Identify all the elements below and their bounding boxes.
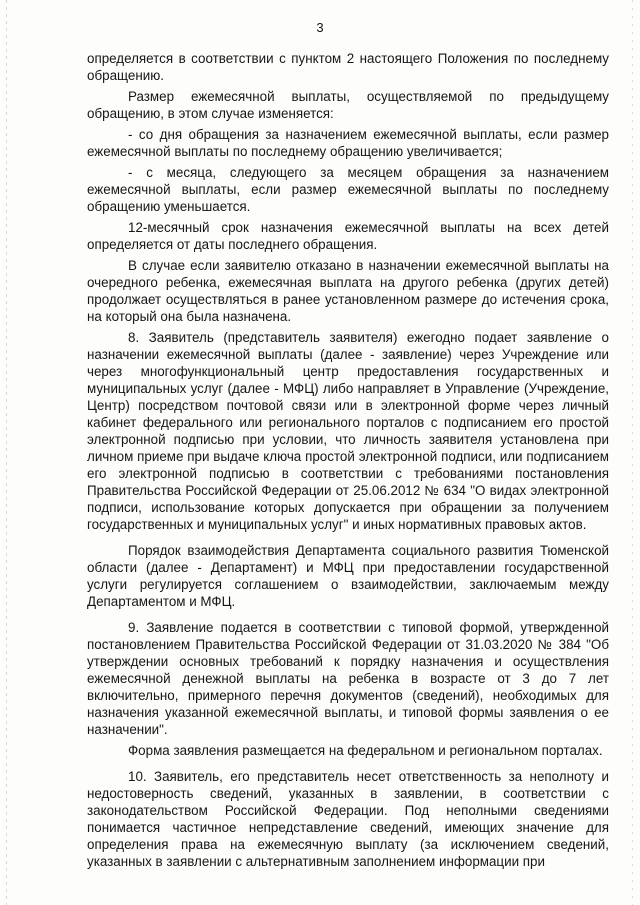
paragraph-continuation: определяется в соответствии с пунктом 2 настоящего Положения по последнему обращению. — [87, 51, 609, 83]
document-body — [87, 50, 609, 874]
paragraph-item-10: 10. Заявитель, его представитель несет ответственность за неполноту и недостоверность сведений, указанных в заявлении, в соответствии с законодательством Российской Федерации. Под неполными сведениями понимается частичное непредставление сведений, имеющих значение для определения права на ежемесячную выплату (за исключением сведений, указанных в заявлении с альтернативным заполнением информации при — [87, 769, 609, 869]
scan-edge-right — [632, 0, 633, 905]
paragraph-increase: - со дня обращения за назначением ежемесячной выплаты, если размер ежемесячной выплаты по последнему обращению увеличивается; — [87, 127, 609, 159]
paragraph-refusal: В случае если заявителю отказано в назначении ежемесячной выплаты на очередного ребенка, ежемесячная выплата на другого ребенка (других детей) продолжает осуществляться в ранее установленном размере до истечения срока, на который она была назначена. — [87, 258, 609, 324]
paragraph-interaction-procedure: Порядок взаимодействия Департамента социального развития Тюменской области (далее - Департамент) и МФЦ при предоставлении государственной услуги регулируется соглашением о взаимодействии, заключаемым между Департаментом и МФЦ. — [87, 543, 609, 609]
paragraph-item-9: 9. Заявление подается в соответствии с типовой формой, утвержденной постановлением Правительства Российской Федерации от 31.03.2020 № 384 "Об утверждении основных требований к порядку назначения и осуществления ежемесячной денежной выплаты на ребенка в возрасте от 3 до 7 лет включительно, примерного перечня документов (сведений), необходимых для назначения указанной ежемесячной выплаты, и типовой формы заявления о ее назначении". — [87, 620, 609, 737]
paragraph-decrease: - с месяца, следующего за месяцем обращения за назначением ежемесячной выплаты, если размер ежемесячной выплаты по последнему обращению уменьшается. — [87, 165, 609, 214]
paragraph-12-month-term: 12-месячный срок назначения ежемесячной выплаты на всех детей определяется от даты последнего обращения. — [87, 220, 609, 252]
paragraph-payment-size: Размер ежемесячной выплаты, осуществляемой по предыдущему обращению, в этом случае изменяется: — [87, 89, 609, 121]
page-number: 3 — [316, 20, 324, 35]
paragraph-item-8: 8. Заявитель (представитель заявителя) ежегодно подает заявление о назначении ежемесячной выплаты (далее - заявление) через Учреждение или через многофункциональный центр предоставления государственных и муниципальных услуг (далее - МФЦ) либо направляет в Управление (Учреждение, Центр) посредством почтовой связи или в электронной форме через личный кабинет федерального или регионального порталов с подписанием его простой электронной подписью при условии, что личность заявителя установлена при личном приеме при выдаче ключа простой электронной подписи, или подписанием его электронной подписью в соответствии с требованиями постановления Правительства Российской Федерации от 25.06.2012 № 634 "О видах электронной подписи, использование которых допускается при обращении за получением государственных и муниципальных услуг" и иных нормативных правовых актов. — [87, 330, 609, 532]
scan-edge-left — [6, 0, 7, 905]
paragraph-form-placement: Форма заявления размещается на федеральном и региональном порталах. — [128, 743, 603, 758]
